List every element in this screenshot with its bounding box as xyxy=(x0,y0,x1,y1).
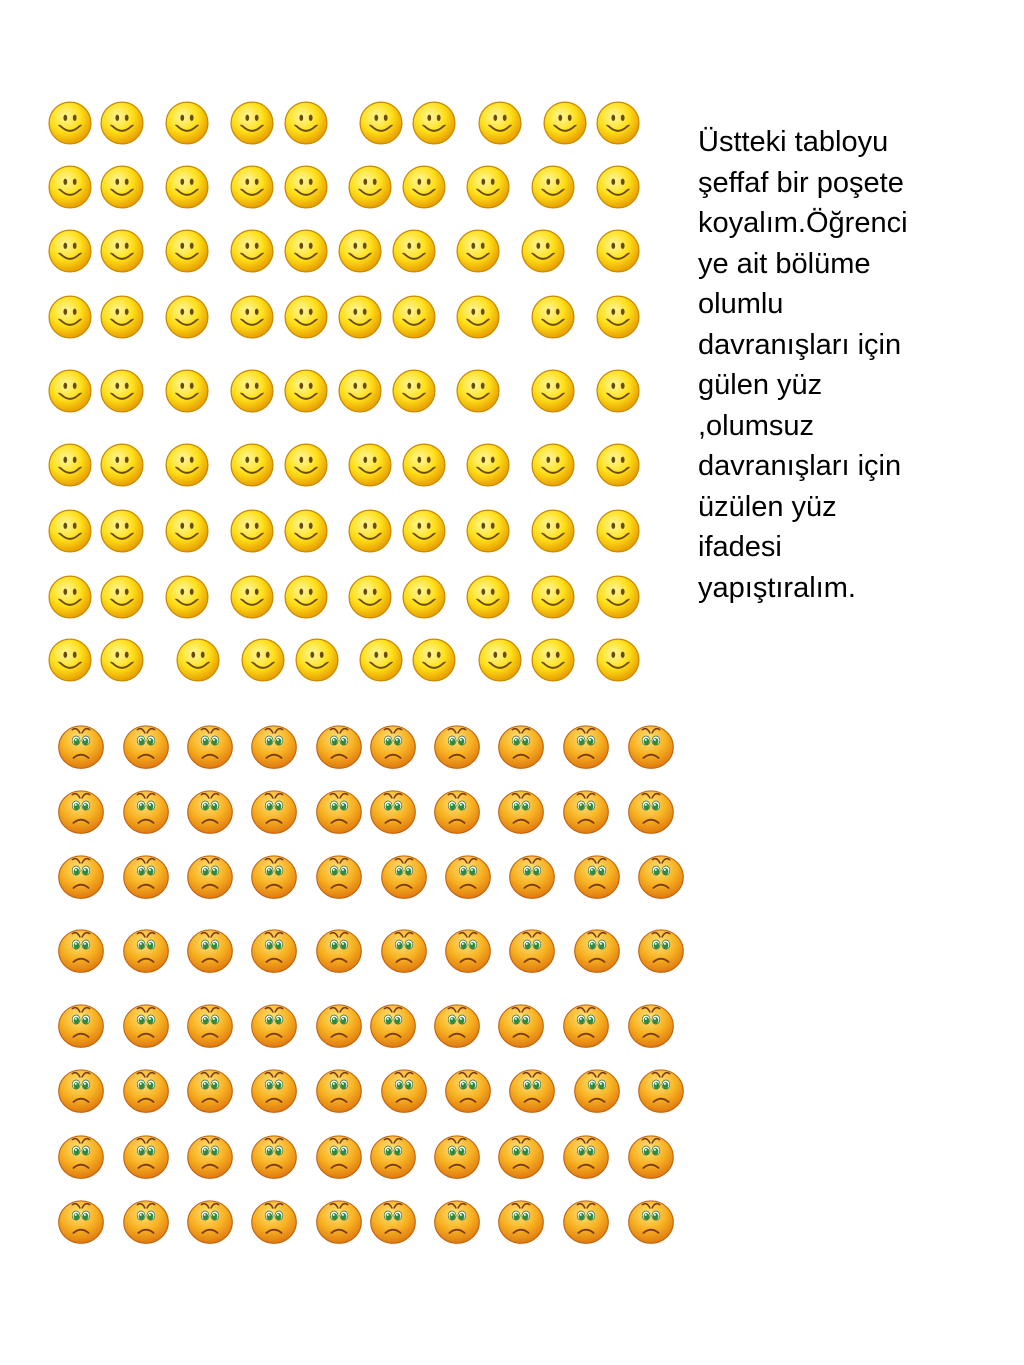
happy-face-icon xyxy=(465,164,511,210)
sad-face-icon xyxy=(368,1000,418,1050)
happy-face-icon xyxy=(283,164,329,210)
sad-face-icon xyxy=(185,925,235,975)
sad-face-icon xyxy=(432,721,482,771)
sad-face-icon xyxy=(121,851,171,901)
happy-face-icon xyxy=(164,368,210,414)
sad-face-icon xyxy=(185,1131,235,1181)
happy-face-icon xyxy=(164,228,210,274)
sad-face-icon xyxy=(636,925,686,975)
sad-face-icon xyxy=(626,1196,676,1246)
sad-face-icon xyxy=(249,925,299,975)
sad-face-icon xyxy=(626,786,676,836)
sad-face-icon xyxy=(314,721,364,771)
happy-face-icon xyxy=(164,508,210,554)
happy-face-icon xyxy=(99,368,145,414)
sad-face-icon xyxy=(636,1065,686,1115)
happy-face-icon xyxy=(595,574,641,620)
happy-face-icon xyxy=(347,574,393,620)
happy-face-icon xyxy=(530,164,576,210)
happy-face-icon xyxy=(283,574,329,620)
happy-face-icon xyxy=(175,637,221,683)
sad-face-icon xyxy=(432,1131,482,1181)
happy-face-icon xyxy=(595,100,641,146)
sad-face-icon xyxy=(507,1065,557,1115)
happy-face-icon xyxy=(391,228,437,274)
happy-face-icon xyxy=(283,442,329,488)
sad-face-icon xyxy=(432,1000,482,1050)
happy-face-icon xyxy=(401,442,447,488)
sad-face-icon xyxy=(626,1131,676,1181)
sad-face-icon xyxy=(121,1131,171,1181)
sad-face-icon xyxy=(185,1000,235,1050)
happy-face-icon xyxy=(47,228,93,274)
happy-face-icon xyxy=(455,228,501,274)
happy-face-icon xyxy=(347,442,393,488)
sad-face-icon xyxy=(249,786,299,836)
happy-face-icon xyxy=(411,100,457,146)
sad-face-icon xyxy=(432,786,482,836)
happy-face-icon xyxy=(455,294,501,340)
sad-face-icon xyxy=(56,851,106,901)
happy-face-icon xyxy=(337,294,383,340)
sad-face-icon xyxy=(636,851,686,901)
sad-face-icon xyxy=(185,1065,235,1115)
happy-face-icon xyxy=(465,508,511,554)
sad-face-icon xyxy=(368,721,418,771)
sad-face-icon xyxy=(561,786,611,836)
happy-face-icon xyxy=(283,228,329,274)
happy-face-icon xyxy=(99,164,145,210)
happy-face-icon xyxy=(47,164,93,210)
sad-face-icon xyxy=(572,925,622,975)
happy-face-icon xyxy=(530,368,576,414)
sad-face-icon xyxy=(314,1131,364,1181)
sad-face-icon xyxy=(379,925,429,975)
sad-face-icon xyxy=(314,786,364,836)
happy-face-icon xyxy=(391,368,437,414)
sad-face-icon xyxy=(56,1131,106,1181)
sad-face-icon xyxy=(121,1196,171,1246)
sad-face-icon xyxy=(379,851,429,901)
sad-face-icon xyxy=(561,1196,611,1246)
sad-face-icon xyxy=(496,786,546,836)
happy-face-icon xyxy=(99,442,145,488)
happy-face-icon xyxy=(47,100,93,146)
happy-face-icon xyxy=(391,294,437,340)
happy-face-icon xyxy=(47,508,93,554)
happy-face-icon xyxy=(465,574,511,620)
happy-face-icon xyxy=(229,294,275,340)
sad-face-icon xyxy=(368,1196,418,1246)
sad-face-icon xyxy=(121,925,171,975)
sad-face-icon xyxy=(56,1065,106,1115)
happy-face-icon xyxy=(164,100,210,146)
sad-face-icon xyxy=(249,851,299,901)
happy-face-icon xyxy=(401,508,447,554)
sad-face-icon xyxy=(314,1000,364,1050)
happy-face-icon xyxy=(530,442,576,488)
sad-face-icon xyxy=(249,721,299,771)
happy-face-icon xyxy=(595,164,641,210)
happy-face-icon xyxy=(99,228,145,274)
sad-face-icon xyxy=(496,721,546,771)
happy-face-icon xyxy=(530,294,576,340)
happy-face-icon xyxy=(347,164,393,210)
sad-face-icon xyxy=(572,851,622,901)
happy-face-icon xyxy=(229,368,275,414)
sad-face-icon xyxy=(496,1000,546,1050)
sad-face-icon xyxy=(626,721,676,771)
sad-face-icon xyxy=(121,786,171,836)
sad-face-icon xyxy=(56,1196,106,1246)
sad-face-icon xyxy=(626,1000,676,1050)
sad-face-icon xyxy=(185,1196,235,1246)
happy-face-icon xyxy=(530,574,576,620)
happy-face-icon xyxy=(530,637,576,683)
sad-face-icon xyxy=(443,851,493,901)
happy-face-icon xyxy=(47,637,93,683)
happy-face-icon xyxy=(595,294,641,340)
happy-face-icon xyxy=(229,164,275,210)
sad-face-icon xyxy=(496,1131,546,1181)
happy-face-icon xyxy=(477,637,523,683)
sad-face-icon xyxy=(121,1065,171,1115)
instruction-text: Üstteki tabloyu şeffaf bir poşete koyalım.Öğrenci ye ait bölüme olumlu davranışları için gülen yüz ,olumsuz davranışları için üzülen yüz ifadesi yapıştıralım. xyxy=(698,126,908,604)
sad-face-icon xyxy=(56,925,106,975)
happy-face-icon xyxy=(337,228,383,274)
sad-face-icon xyxy=(185,786,235,836)
happy-face-icon xyxy=(283,100,329,146)
happy-face-icon xyxy=(595,508,641,554)
sad-face-icon xyxy=(185,721,235,771)
sad-face-icon xyxy=(121,721,171,771)
sad-face-icon xyxy=(561,1131,611,1181)
happy-face-icon xyxy=(595,637,641,683)
sad-face-icon xyxy=(507,925,557,975)
happy-face-icon xyxy=(530,508,576,554)
happy-face-icon xyxy=(401,574,447,620)
happy-face-icon xyxy=(229,228,275,274)
sad-face-icon xyxy=(56,786,106,836)
happy-face-icon xyxy=(99,637,145,683)
happy-face-icon xyxy=(337,368,383,414)
happy-face-icon xyxy=(520,228,566,274)
sad-face-icon xyxy=(379,1065,429,1115)
sad-face-icon xyxy=(561,721,611,771)
happy-face-icon xyxy=(47,368,93,414)
sad-face-icon xyxy=(314,1065,364,1115)
happy-face-icon xyxy=(229,574,275,620)
happy-face-icon xyxy=(164,164,210,210)
happy-face-icon xyxy=(595,442,641,488)
happy-face-icon xyxy=(47,574,93,620)
happy-face-icon xyxy=(99,574,145,620)
happy-face-icon xyxy=(465,442,511,488)
sad-face-icon xyxy=(368,1131,418,1181)
sad-face-icon xyxy=(368,786,418,836)
sad-face-icon xyxy=(432,1196,482,1246)
sad-face-icon xyxy=(561,1000,611,1050)
sad-face-icon xyxy=(496,1196,546,1246)
happy-face-icon xyxy=(347,508,393,554)
sad-face-icon xyxy=(507,851,557,901)
happy-face-icon xyxy=(294,637,340,683)
happy-face-icon xyxy=(283,368,329,414)
happy-face-icon xyxy=(240,637,286,683)
sad-face-icon xyxy=(249,1000,299,1050)
sad-face-icon xyxy=(56,1000,106,1050)
sad-face-icon xyxy=(314,851,364,901)
happy-face-icon xyxy=(283,508,329,554)
happy-face-icon xyxy=(283,294,329,340)
happy-face-icon xyxy=(358,637,404,683)
sad-face-icon xyxy=(314,1196,364,1246)
happy-face-icon xyxy=(229,100,275,146)
happy-face-icon xyxy=(595,228,641,274)
sad-face-icon xyxy=(314,925,364,975)
happy-face-icon xyxy=(164,442,210,488)
happy-face-icon xyxy=(595,368,641,414)
sad-face-icon xyxy=(249,1065,299,1115)
happy-face-icon xyxy=(401,164,447,210)
happy-face-icon xyxy=(477,100,523,146)
happy-face-icon xyxy=(47,442,93,488)
sad-face-icon xyxy=(249,1131,299,1181)
happy-face-icon xyxy=(358,100,404,146)
sad-face-icon xyxy=(56,721,106,771)
sad-face-icon xyxy=(185,851,235,901)
sad-face-icon xyxy=(443,1065,493,1115)
happy-face-icon xyxy=(99,100,145,146)
happy-face-icon xyxy=(164,574,210,620)
happy-face-icon xyxy=(99,294,145,340)
happy-face-icon xyxy=(99,508,145,554)
happy-face-icon xyxy=(164,294,210,340)
sad-face-icon xyxy=(443,925,493,975)
happy-face-icon xyxy=(411,637,457,683)
sad-face-icon xyxy=(572,1065,622,1115)
sad-face-icon xyxy=(121,1000,171,1050)
happy-face-icon xyxy=(542,100,588,146)
happy-face-icon xyxy=(229,508,275,554)
sad-face-icon xyxy=(249,1196,299,1246)
happy-face-icon xyxy=(229,442,275,488)
happy-face-icon xyxy=(47,294,93,340)
happy-face-icon xyxy=(455,368,501,414)
